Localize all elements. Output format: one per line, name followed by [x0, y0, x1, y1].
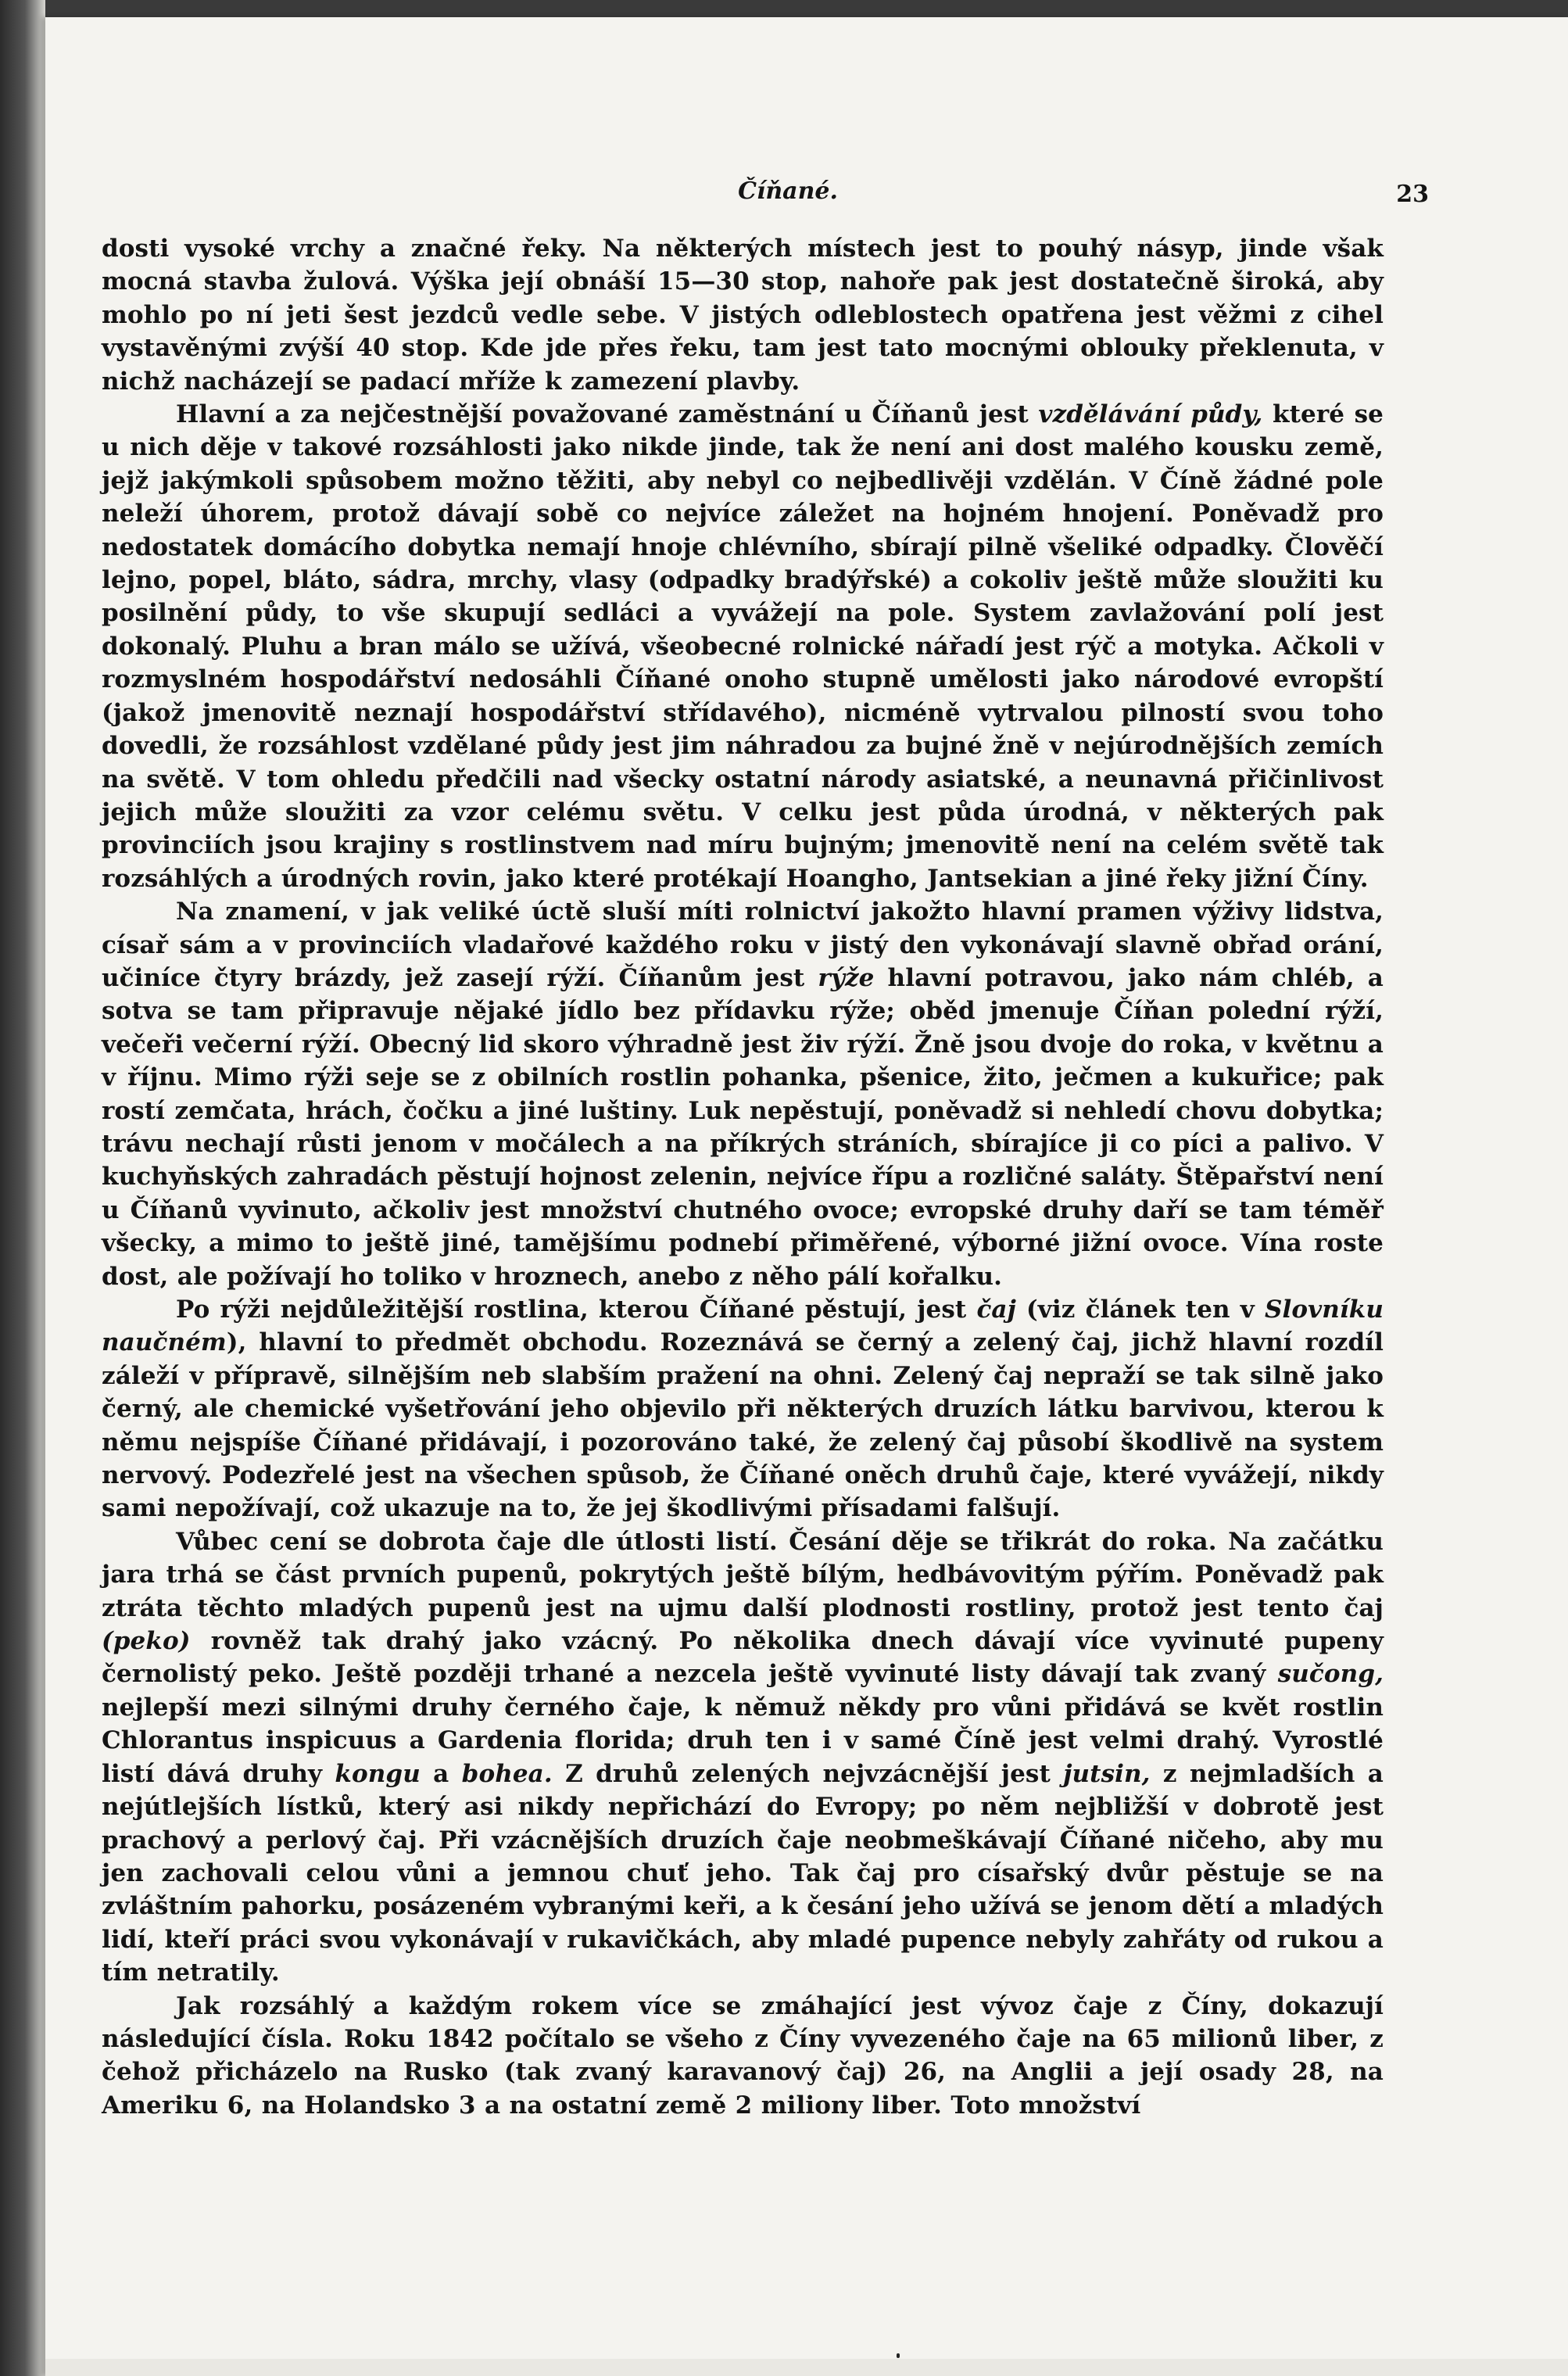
- paragraph-text: (viz článek ten v: [1015, 1296, 1265, 1324]
- paragraph-text: z nejmladších a nejútlejších lístků, který asi nikdy nepřichází do Evropy; po něm nejbližší v dobrotě jest prachový a perlový čaj. Při vzácnějších druzích čaje neobmeškávají Číňané ničeho, aby mu jen zachovali celou vůni a jemnou chuť jeho. Tak čaj pro císařský dvůr pěstuje se na zvláštním pahorku, posázeném vybranými keři, a k česání jeho užívá se jenom dětí a mladých lidí, kteří práci svou vykonávají v rukavičkách, aby mladé pupence nebyly zahřáty od rukou a tím netratily.: [102, 1759, 1384, 1987]
- paragraph-text: a: [420, 1759, 462, 1788]
- paragraph: [102, 398, 1384, 895]
- emphasis-text: jutsin,: [1063, 1759, 1151, 1788]
- emphasis-text: rýže: [818, 963, 875, 992]
- book-gutter-shadow: [0, 0, 45, 2376]
- page-number: 23: [1396, 181, 1429, 208]
- page-bottom-edge: [45, 2359, 1568, 2376]
- page-header: [147, 177, 1429, 217]
- paragraph-text: hlavní potravou, jako nám chléb, a sotva se tam připravuje nějaké jídlo bez přídavku rýže; oběd jmenuje Číňan polední rýží, večeři večerní rýží. Obecný lid skoro výhradně jest živ rýží. Žně jsou dvoje do roka, v květnu a v říjnu. Mimo rýži seje se z obilních rostlin pohanka, pšenice, žito, ječmen a kukuřice; pak rostí zemčata, hrách, čočku a jiné luštiny. Luk nepěstují, poněvadž si nehledí chovu dobytka; trávu nechají růsti jenom v močálech a na příkrých stráních, sbírajíce ji co píci a palivo. V kuchyňských zahradách pěstují hojnost zelenin, nejvíce řípu a rozličné saláty. Štěpařství není u Číňanů vyvinuto, ačkoliv jest množství chutného ovoce; evropské druhy daří se tam téměř všecky, a mimo to ještě jiné, tamějšímu podnebí přiměřené, výborné jižní ovoce. Vína roste dost, ale požívají ho toliko v hroznech, anebo z něho pálí kořalku.: [102, 963, 1384, 1291]
- paragraph: [102, 895, 1384, 1293]
- emphasis-text: kongu: [335, 1759, 421, 1788]
- paragraph: [102, 232, 1384, 398]
- paragraph: [102, 1990, 1384, 2123]
- paragraph-text: nejlepší mezi silnými druhy černého čaje, k němuž někdy pro vůni přidává se květ rostlin Chlorantus inspicuus a Gardenia florida; druh ten i v samé Číně jest velmi drahý. Vyrostlé listí dává druhy: [102, 1693, 1384, 1788]
- paragraph-text: Z druhů zelených nejvzácnější jest: [552, 1759, 1064, 1788]
- paragraph-text: Jak rozsáhlý a každým rokem více se zmáhající jest vývoz čaje z Číny, dokazují následující čísla. Roku 1842 počítalo se všeho z Číny vyvezeného čaje na 65 milionů liber, z čehož přicházelo na Rusko (tak zvaný karavanový čaj) 26, na Anglii a její osady 28, na Ameriku 6, na Holandsko 3 a na ostatní země 2 miliony liber. Toto množství: [102, 1991, 1384, 2120]
- emphasis-text: Slovníku naučném: [102, 1296, 1384, 1357]
- paragraph: [102, 1293, 1384, 1525]
- paragraph-text: Na znamení, v jak veliké úctě sluší míti rolnictví jakožto hlavní pramen výživy lidstva, císař sám a v provinciích vladařové každého roku v jistý den vykonávají slavně obřad orání, učiníce čtyry brázdy, jež zasejí rýží. Číňanům jest: [102, 898, 1384, 992]
- emphasis-text: bohea.: [461, 1759, 553, 1788]
- paragraph-text: Po rýži nejdůležitější rostlina, kterou Číňané pěstují, jest: [176, 1296, 977, 1324]
- paragraph-text: Vůbec cení se dobrota čaje dle útlosti listí. Česání děje se třikrát do roka. Na začátku jara trhá se část prvních pupenů, pokrytých ještě bílým, hedbávovitým pýřím. Poněvadž pak ztráta těchto mladých pupenů jest na ujmu další plodnosti rostliny, protož jest tento čaj: [102, 1527, 1384, 1622]
- paragraph: [102, 1525, 1384, 1990]
- print-speck: [897, 2353, 900, 2358]
- paragraph-text: Hlavní a za nejčestnější považované zaměstnání u Číňanů jest: [176, 400, 1039, 429]
- paragraph-text: které se u nich děje v takové rozsáhlosti jako nikde jinde, tak že není ani dost malého kousku země, jejž jakýmkoli spůsobem možno těžiti, aby nebyl co nejbedlivěji vzdělán. V Číně žádné pole neleží úhorem, protož dávají sobě co nejvíce záležet na hojném hnojení. Poněvadž pro nedostatek domácího dobytka nemají hnoje chlévního, sbírají pilně všeliké odpadky. Člověčí lejno, popel, bláto, sádra, mrchy, vlasy (odpadky bradýřské) a cokoliv ještě může sloužiti ku posilnění půdy, to vše skupují sedláci a vyvážejí na pole. System zavlažování polí jest dokonalý. Pluhu a bran málo se užívá, všeobecné rolnické nářadí jest rýč a motyka. Ačkoli v rozmyslném hospodářství nedosáhli Číňané onoho stupně umělosti jako národové evropští (jakož jmenovitě neznají hospodářství střídavého), nicméně vytrvalou pilností svou toho dovedli, že rozsáhlost vzdělané půdy jest jim náhradou za bujné žně v nejúrodnějších zemích na světě. V tom ohledu předčili nad všecky ostatní národy asiatské, a neunavná přičinlivost jejich může sloužiti za vzor celému světu. V celku jest půda úrodná, v některých pak provinciích jsou krajiny s rostlinstvem nad míru bujným; jmenovitě není na celém světě tak rozsáhlých a úrodných rovin, jako které protékají Hoangho, Jantsekian a jiné řeky jižní Číny.: [102, 400, 1384, 893]
- emphasis-text: sučong,: [1277, 1660, 1384, 1689]
- emphasis-text: vzdělávání půdy,: [1038, 400, 1263, 429]
- body-text: [102, 232, 1384, 2122]
- emphasis-text: čaj: [976, 1296, 1016, 1324]
- running-head: Číňané.: [738, 177, 838, 205]
- paragraph-text: rovněž tak drahý jako vzácný. Po několika dnech dávají více vyvinuté pupeny černolistý peko. Ještě později trhané a nezcela ještě vyvinuté listy dávají tak zvaný: [102, 1627, 1384, 1689]
- paragraph-text: dosti vysoké vrchy a značné řeky. Na některých místech jest to pouhý násyp, jinde však mocná stavba žulová. Výška její obnáší 15—30 stop, nahoře pak jest dostatečně široká, aby mohlo po ní jeti šest jezdců vedle sebe. V jistých odleblostech opatřena jest věžmi z cihel vystavěnými zvýší 40 stop. Kde jde přes řeku, tam jest tato mocnými oblouky překlenuta, v nichž nacházejí se padací mříže k zamezení plavby.: [102, 235, 1384, 396]
- paragraph-text: ), hlavní to předmět obchodu. Rozeznává se černý a zelený čaj, jichž hlavní rozdíl záleží v přípravě, silnějším neb slabším pražení na ohni. Zelený čaj nepraží se tak silně jako černý, ale chemické vyšetřování jeho objevilo při některých druzích látku barvivou, kterou k němu nejspíše Číňané přidávají, i pozorováno také, že zelený čaj působí škodlivě na system nervový. Podezřelé jest na všechen spůsob, že Číňané oněch druhů čaje, které vyvážejí, nikdy sami nepožívají, což ukazuje na to, že jej škodlivými přísadami falšují.: [102, 1328, 1384, 1523]
- emphasis-text: (peko): [102, 1627, 191, 1656]
